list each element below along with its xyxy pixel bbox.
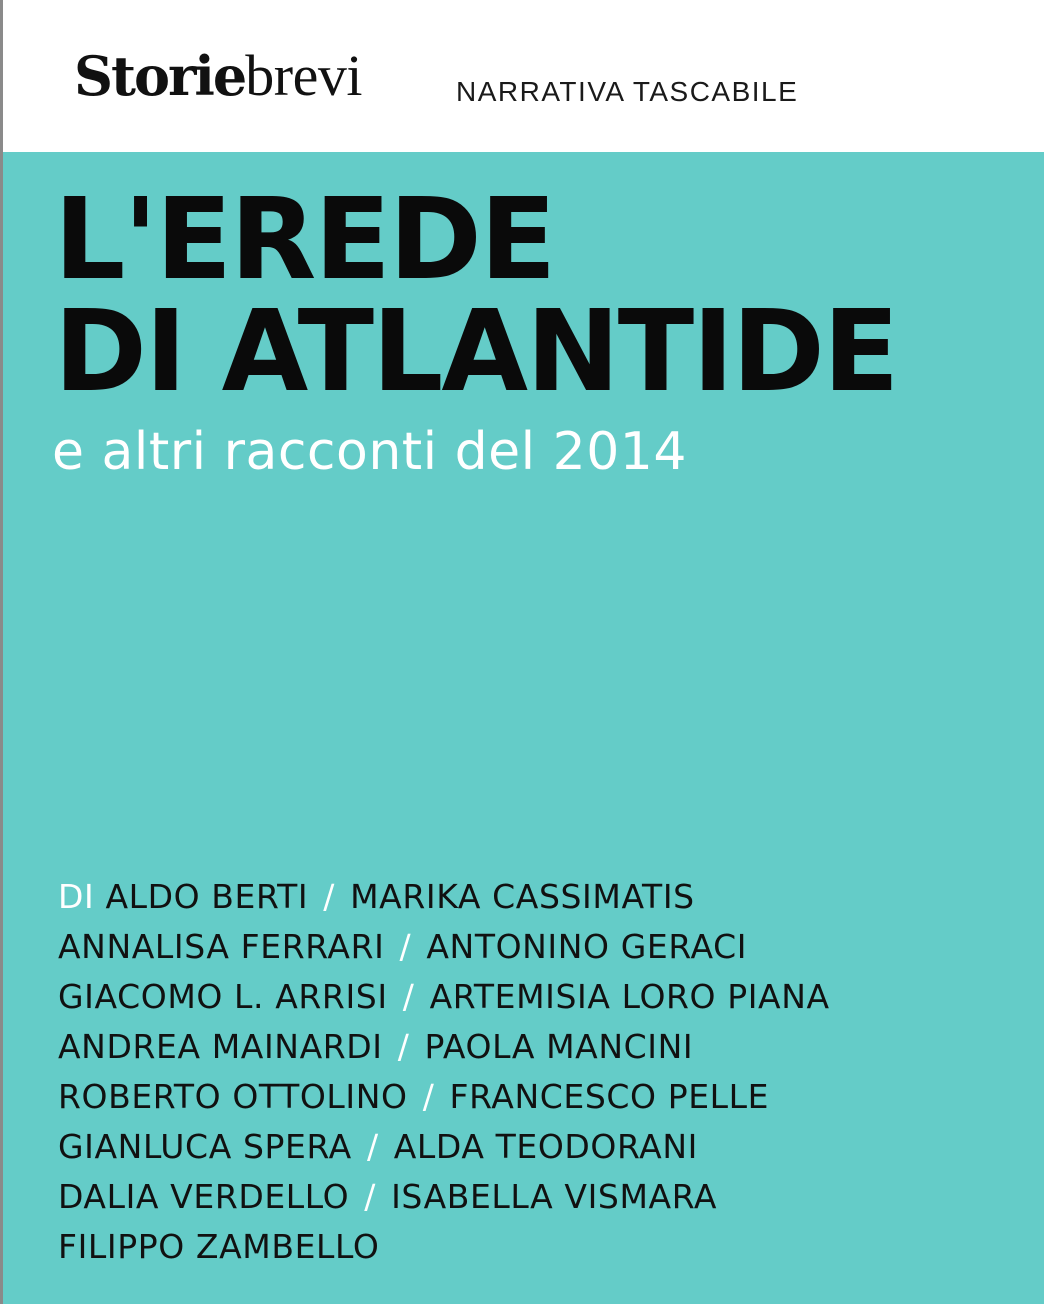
author-separator: /	[366, 1127, 379, 1166]
author-name: GIANLUCA SPERA	[58, 1127, 352, 1166]
author-name: ANNALISA FERRARI	[58, 927, 385, 966]
author-line	[58, 922, 1018, 972]
author-name: DALIA VERDELLO	[58, 1177, 350, 1216]
cover-edge	[0, 0, 3, 1304]
author-name: ALDO BERTI	[105, 877, 309, 916]
author-name: FRANCESCO PELLE	[449, 1077, 770, 1116]
author-separator: /	[399, 927, 412, 966]
author-name: ISABELLA VISMARA	[391, 1177, 718, 1216]
author-name: FILIPPO ZAMBELLO	[58, 1227, 380, 1266]
author-line	[58, 972, 1018, 1022]
author-line	[58, 1172, 1018, 1222]
author-name: ROBERTO OTTOLINO	[58, 1077, 408, 1116]
author-line	[58, 1022, 1018, 1072]
author-name: ARTEMISIA LORO PIANA	[429, 977, 830, 1016]
book-title-line-2: DI ATLANTIDE	[54, 287, 898, 417]
author-line	[58, 872, 1018, 922]
author-separator: /	[402, 977, 415, 1016]
author-name: MARIKA CASSIMATIS	[350, 877, 695, 916]
author-prefix: DI	[58, 877, 106, 916]
author-line	[58, 1222, 1018, 1272]
author-separator: /	[364, 1177, 376, 1216]
series-name: NARRATIVA TASCABILE	[456, 76, 799, 107]
cover-header	[0, 0, 1044, 152]
author-name: ANDREA MAINARDI	[58, 1027, 383, 1066]
author-line	[58, 1122, 1018, 1172]
author-line	[58, 1072, 1018, 1122]
author-name: ALDA TEODORANI	[393, 1127, 698, 1166]
author-separator: /	[323, 877, 335, 916]
publisher-logo	[74, 42, 362, 112]
book-title	[54, 175, 898, 417]
author-name: GIACOMO L. ARRISI	[58, 977, 388, 1016]
author-separator: /	[422, 1077, 435, 1116]
author-name: ANTONINO GERACI	[426, 927, 748, 966]
author-list	[58, 872, 1018, 1272]
book-title-line-1: L'EREDE	[54, 175, 555, 305]
publisher-logo-light: brevi	[245, 43, 362, 108]
publisher-logo-bold: Storie	[74, 44, 246, 108]
author-name: PAOLA MANCINI	[424, 1027, 694, 1066]
author-separator: /	[397, 1027, 410, 1066]
book-subtitle: e altri racconti del 2014	[52, 422, 687, 482]
